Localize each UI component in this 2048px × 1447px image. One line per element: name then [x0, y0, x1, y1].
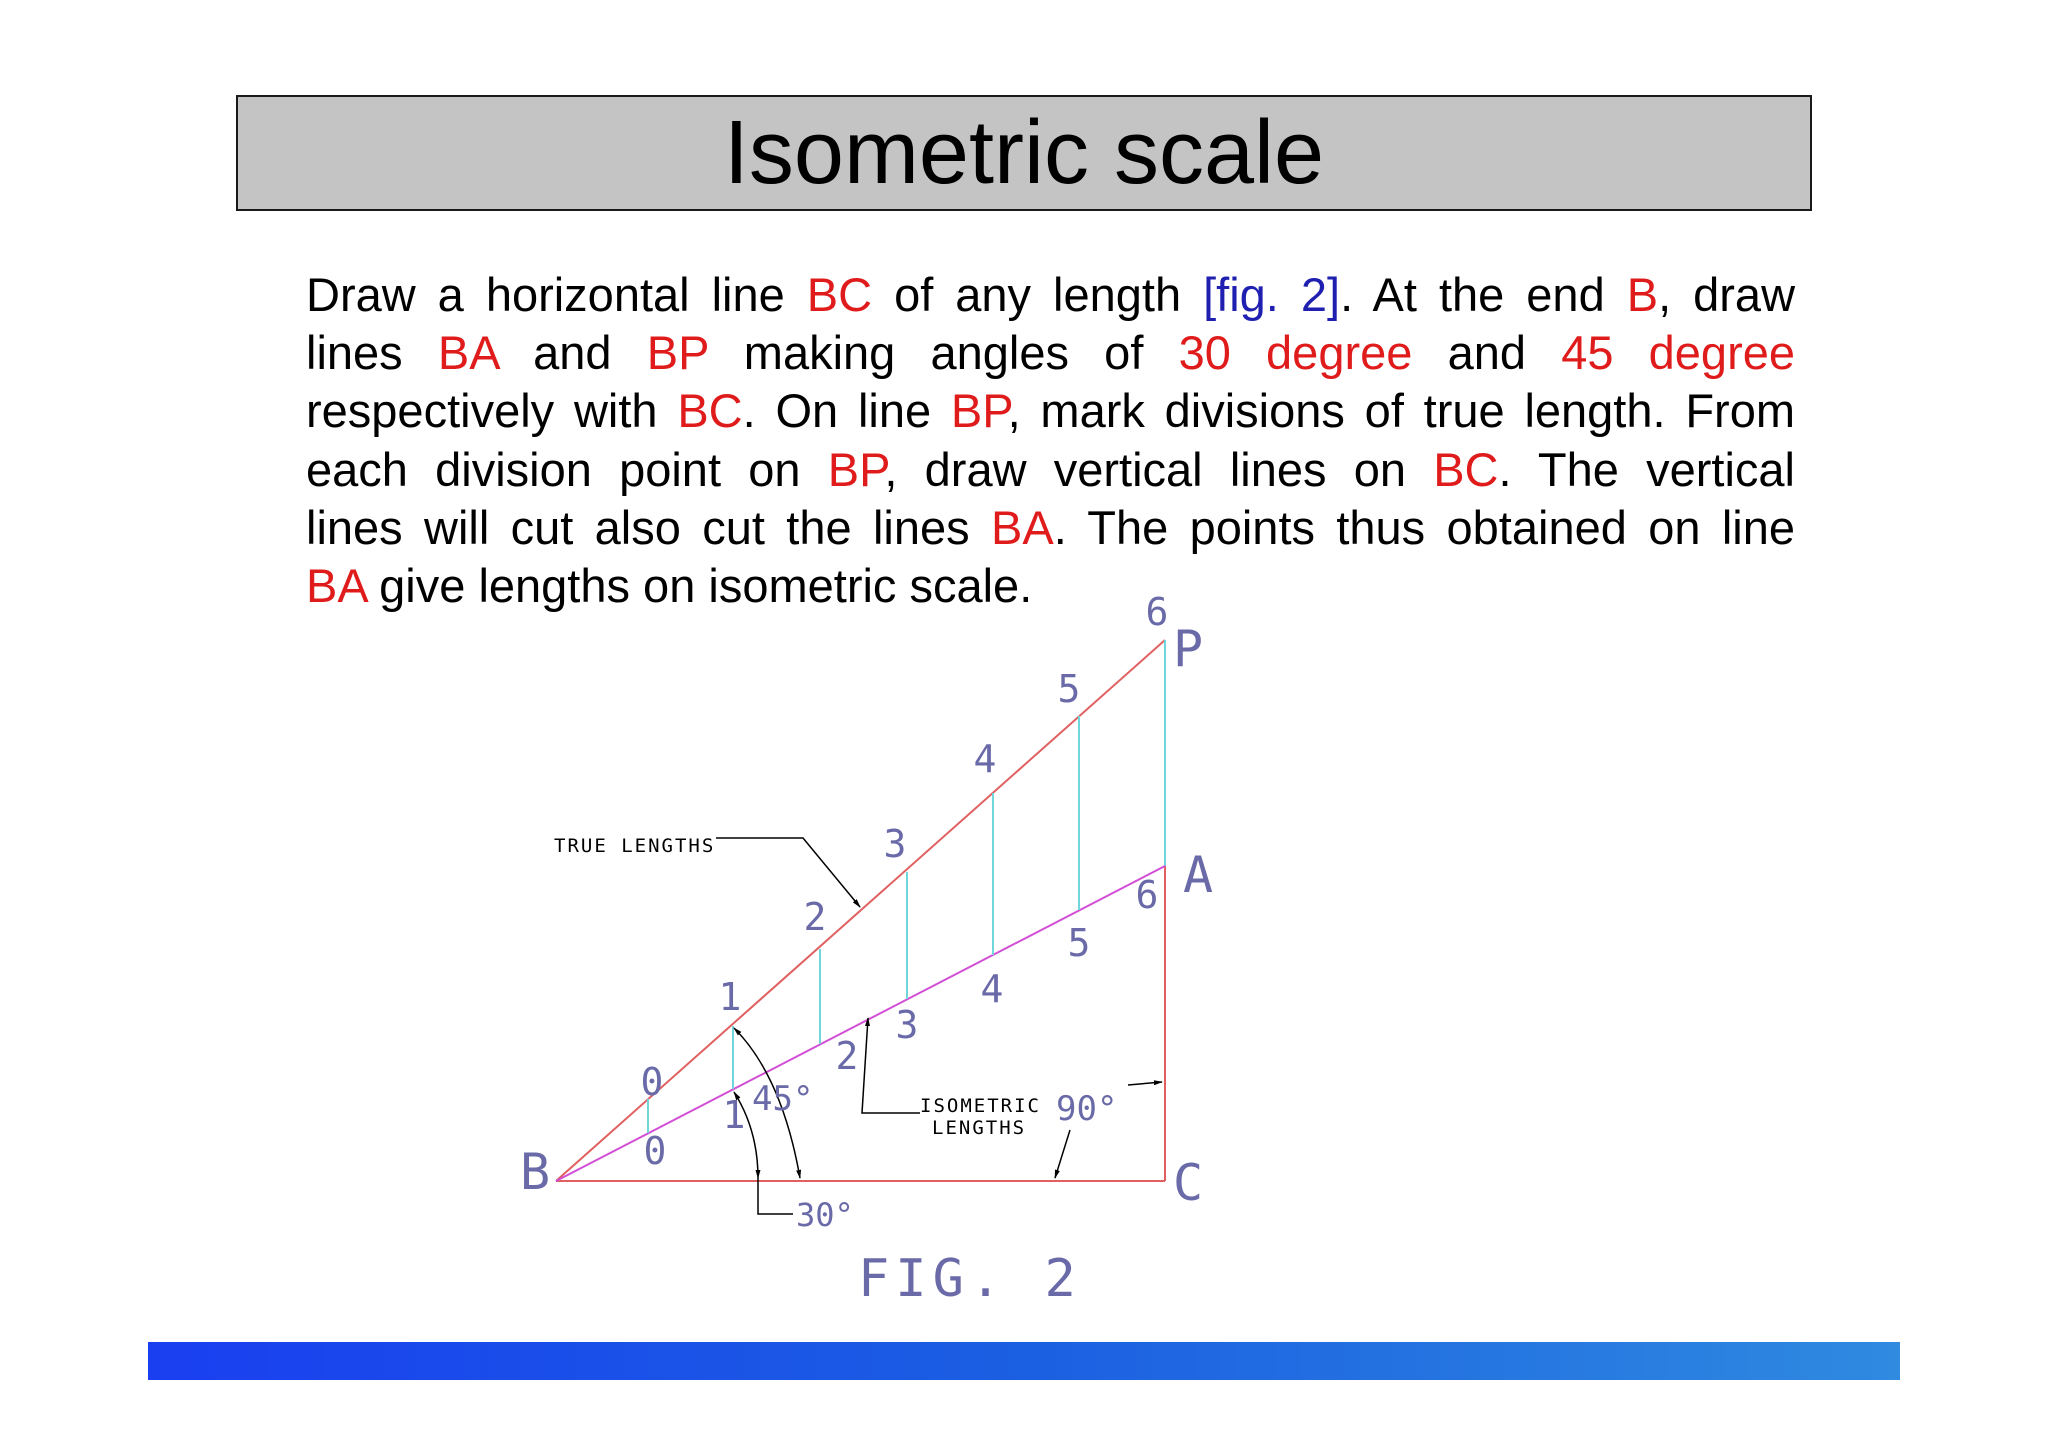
- text: . The vertical: [1498, 443, 1795, 496]
- point-label-a: A: [1182, 846, 1214, 904]
- highlight-ba: BA: [990, 501, 1054, 554]
- highlight-bp: BP: [646, 326, 709, 379]
- angle-45-label: 45°: [752, 1079, 814, 1119]
- text: , mark divisions of true length. From: [1007, 384, 1796, 437]
- text: respectively with: [306, 384, 678, 437]
- text: making angles of: [708, 326, 1179, 379]
- highlight-ba: BA: [306, 559, 367, 612]
- isometric-lengths-label-2: LENGTHS: [932, 1117, 1027, 1139]
- isometric-lengths-label-1: ISOMETRIC: [920, 1095, 1041, 1117]
- iso-division-4: 4: [980, 967, 1004, 1011]
- highlight-b: B: [1626, 268, 1659, 321]
- iso-division-3: 3: [895, 1003, 919, 1047]
- highlight-bp: BP: [950, 384, 1008, 437]
- highlight-bc: BC: [677, 384, 743, 437]
- highlight-45-degree: 45 degree: [1561, 326, 1795, 379]
- true-division-6: 6: [1145, 590, 1169, 634]
- iso-division-5: 5: [1067, 921, 1091, 965]
- highlight-bp: BP: [827, 443, 885, 496]
- text: . The points thus obtained on line: [1053, 501, 1796, 554]
- iso-division-2: 2: [835, 1034, 859, 1078]
- text: lines: [306, 326, 438, 379]
- text: . On line: [742, 384, 951, 437]
- text: . At the end: [1340, 268, 1627, 321]
- true-division-5: 5: [1057, 667, 1081, 711]
- angle-90-label: 90°: [1056, 1089, 1118, 1129]
- text: lines will cut also cut the lines: [306, 501, 991, 554]
- angle-30-label: 30°: [796, 1196, 854, 1234]
- true-lengths-label: TRUE LENGTHS: [554, 835, 716, 857]
- iso-division-0: 0: [643, 1129, 667, 1173]
- projection-verticals: [648, 716, 1079, 1133]
- page-title: Isometric scale: [723, 102, 1325, 203]
- point-label-p: P: [1172, 620, 1204, 678]
- true-division-4: 4: [973, 737, 997, 781]
- point-label-b: B: [519, 1143, 551, 1201]
- text: , draw vertical lines on: [884, 443, 1434, 496]
- highlight-30-degree: 30 degree: [1178, 326, 1413, 379]
- highlight-ba: BA: [437, 326, 498, 379]
- text: of any length: [872, 268, 1204, 321]
- iso-division-6: 6: [1135, 873, 1159, 917]
- highlight-bc: BC: [1433, 443, 1499, 496]
- true-division-0: 0: [640, 1060, 664, 1104]
- text: Draw a horizontal line: [306, 268, 807, 321]
- figure-caption: FIG. 2: [858, 1249, 1082, 1309]
- angle-90-arrow-down: [1055, 1130, 1070, 1178]
- text: and: [1412, 326, 1562, 379]
- true-lengths-leader: [716, 838, 860, 907]
- text: and: [497, 326, 647, 379]
- iso-division-1: 1: [722, 1093, 746, 1137]
- footer-gradient-bar: [148, 1342, 1900, 1380]
- angle-30-leader: [758, 1178, 793, 1214]
- true-division-3: 3: [883, 822, 907, 866]
- true-division-1: 1: [718, 975, 742, 1019]
- fig-ref-num: 2: [1300, 268, 1328, 321]
- highlight-bc: BC: [806, 268, 873, 321]
- point-label-c: C: [1172, 1154, 1204, 1212]
- text: , draw: [1658, 268, 1796, 321]
- fig-ref: [fig.: [1203, 268, 1301, 321]
- text: each division point on: [306, 443, 828, 496]
- fig-ref-close: ]: [1327, 268, 1341, 321]
- angle-90-arrow-right: [1128, 1082, 1162, 1085]
- true-division-2: 2: [803, 895, 827, 939]
- text: give lengths on isometric scale.: [366, 559, 1033, 612]
